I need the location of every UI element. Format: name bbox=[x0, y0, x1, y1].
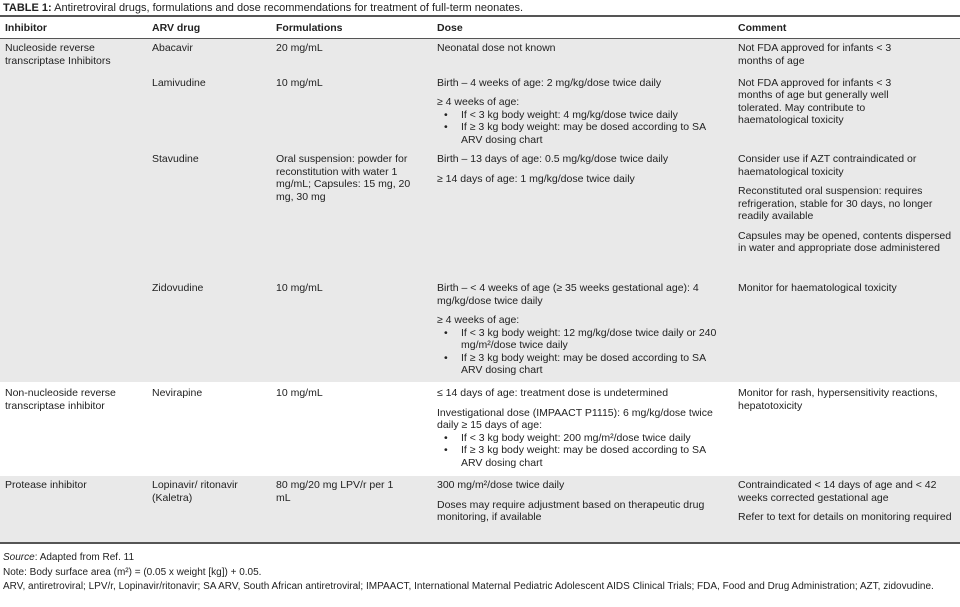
dose-text: Birth – 13 days of age: 0.5 mg/kg/dose twice daily bbox=[437, 153, 669, 165]
comment-text: Refer to text for details on monitoring required bbox=[738, 511, 952, 523]
dose-cell bbox=[432, 383, 733, 475]
dose-bullets bbox=[437, 109, 728, 147]
dose-bullet: • If < 3 kg body weight: 200 mg/m²/dose twice daily bbox=[461, 432, 728, 445]
caption-text: Antiretroviral drugs, formulations and dose recommendations for treatment of full-term neonates. bbox=[54, 2, 524, 14]
formulation-cell: 80 mg/20 mg LPV/r per 1 mL bbox=[271, 475, 432, 543]
dose-text: Neonatal dose not known bbox=[437, 42, 556, 54]
dose-text: Birth – 4 weeks of age: 2 mg/kg/dose twice daily bbox=[437, 76, 662, 89]
dose-text: Investigational dose (IMPAACT P1115): 6 mg/kg/dose twice daily ≥ 15 days of age: bbox=[437, 406, 713, 431]
dose-text: Birth – < 4 weeks of age (≥ 35 weeks gestational age): 4 mg/kg/dose twice daily bbox=[437, 282, 699, 307]
dose-text: ≥ 4 weeks of age: bbox=[437, 314, 520, 326]
comment-cell bbox=[733, 475, 960, 543]
comment-text: Monitor for rash, hypersensitivity reactions, hepatotoxicity bbox=[738, 387, 938, 412]
dose-bullet: • If < 3 kg body weight: 12 mg/kg/dose twice daily or 240 mg/m²/dose twice daily bbox=[461, 327, 728, 352]
header-dose: Dose bbox=[437, 21, 463, 34]
formulation-cell: 10 mg/mL bbox=[271, 279, 432, 383]
drug-cell: Lopinavir/ ritonavir (Kaletra) bbox=[147, 475, 271, 543]
drug-cell: Stavudine bbox=[147, 150, 271, 279]
table-row bbox=[0, 39, 960, 74]
formulation-cell: 20 mg/mL bbox=[271, 39, 432, 74]
dose-bullet: • If ≥ 3 kg body weight: may be dosed according to SA ARV dosing chart bbox=[461, 444, 728, 469]
caption-label: TABLE 1: bbox=[3, 2, 52, 14]
table-caption bbox=[3, 2, 523, 15]
source-label: Source bbox=[3, 552, 35, 563]
comment-text: Contraindicated < 14 days of age and < 42 weeks corrected gestational age bbox=[738, 479, 937, 504]
note-line: Note: Body surface area (m²) = (0.05 x weight [kg]) + 0.05. bbox=[3, 566, 262, 578]
dose-text: ≤ 14 days of age: treatment dose is undetermined bbox=[437, 387, 669, 399]
dose-cell bbox=[432, 475, 733, 543]
header-formulations: Formulations bbox=[276, 21, 343, 34]
header-inhibitor: Inhibitor bbox=[5, 21, 47, 34]
header-row bbox=[0, 16, 960, 39]
dose-cell bbox=[432, 39, 733, 74]
dose-bullet: • If < 3 kg body weight: 4 mg/kg/dose twice daily bbox=[461, 109, 728, 122]
table-row bbox=[0, 383, 960, 475]
dose-text: 300 mg/m²/dose twice daily bbox=[437, 479, 565, 491]
comment-text: Capsules may be opened, contents dispersed in water and appropriate dose administered bbox=[738, 229, 952, 254]
comment-text: Monitor for haematological toxicity bbox=[738, 282, 897, 294]
formulation-cell: 10 mg/mL bbox=[276, 387, 323, 399]
drug-cell: Abacavir bbox=[147, 39, 271, 74]
formulation-cell: 10 mg/mL bbox=[271, 74, 432, 151]
table-footer bbox=[3, 551, 958, 595]
comment-text: Not FDA approved for infants < 3 months of age bbox=[738, 42, 892, 67]
dose-cell bbox=[432, 279, 733, 383]
source-text: : Adapted from Ref. 11 bbox=[34, 552, 135, 563]
comment-cell bbox=[733, 383, 960, 475]
drug-cell: Zidovudine bbox=[147, 279, 271, 383]
dose-cell bbox=[432, 74, 733, 151]
dose-text: ≥ 14 days of age: 1 mg/kg/dose twice daily bbox=[437, 172, 635, 185]
comment-cell bbox=[733, 39, 960, 74]
dose-bullets bbox=[437, 327, 728, 377]
inhibitor-cell: Nucleoside reverse transcriptase Inhibitors bbox=[0, 39, 147, 384]
arv-table bbox=[0, 15, 960, 544]
abbreviations: ARV, antiretroviral; LPV/r, Lopinavir/ritonavir; SA ARV, South African antiretroviral; IMPAACT, International Maternal Pediatric Adolescent AIDS Clinical Trials; FDA, Food and Drug Administration; AZT, zidovudine. bbox=[3, 581, 934, 592]
formulation-cell: Oral suspension: powder for reconstitution with water 1 mg/mL; Capsules: 15 mg, 20 mg, 30 mg bbox=[271, 150, 432, 279]
table-row bbox=[0, 475, 960, 543]
dose-bullet: • If ≥ 3 kg body weight: may be dosed according to SA ARV dosing chart bbox=[461, 352, 728, 377]
inhibitor-cell: Non-nucleoside reverse transcriptase inhibitor bbox=[5, 387, 116, 412]
header-comment: Comment bbox=[738, 21, 787, 34]
dose-cell bbox=[432, 150, 733, 279]
dose-text: Doses may require adjustment based on therapeutic drug monitoring, if available bbox=[437, 498, 705, 523]
comment-text: Reconstituted oral suspension: requires refrigeration, stable for 30 days, no longer readily available bbox=[738, 185, 933, 222]
comment-text: Consider use if AZT contraindicated or haematological toxicity bbox=[738, 153, 917, 178]
header-arv-drug: ARV drug bbox=[152, 21, 201, 34]
comment-cell bbox=[733, 150, 960, 279]
drug-cell: Lamivudine bbox=[147, 74, 271, 151]
drug-cell: Nevirapine bbox=[152, 387, 203, 399]
dose-text: ≥ 4 weeks of age: bbox=[437, 96, 520, 108]
comment-cell bbox=[733, 74, 960, 151]
source-line bbox=[3, 551, 958, 566]
dose-bullet: • If ≥ 3 kg body weight: may be dosed according to SA ARV dosing chart bbox=[461, 121, 728, 146]
comment-text: Not FDA approved for infants < 3 months of age but generally well tolerated. May contribute to haematological toxicity bbox=[738, 76, 892, 126]
inhibitor-cell: Protease inhibitor bbox=[0, 475, 147, 543]
dose-bullets bbox=[437, 432, 728, 470]
comment-cell bbox=[733, 279, 960, 383]
